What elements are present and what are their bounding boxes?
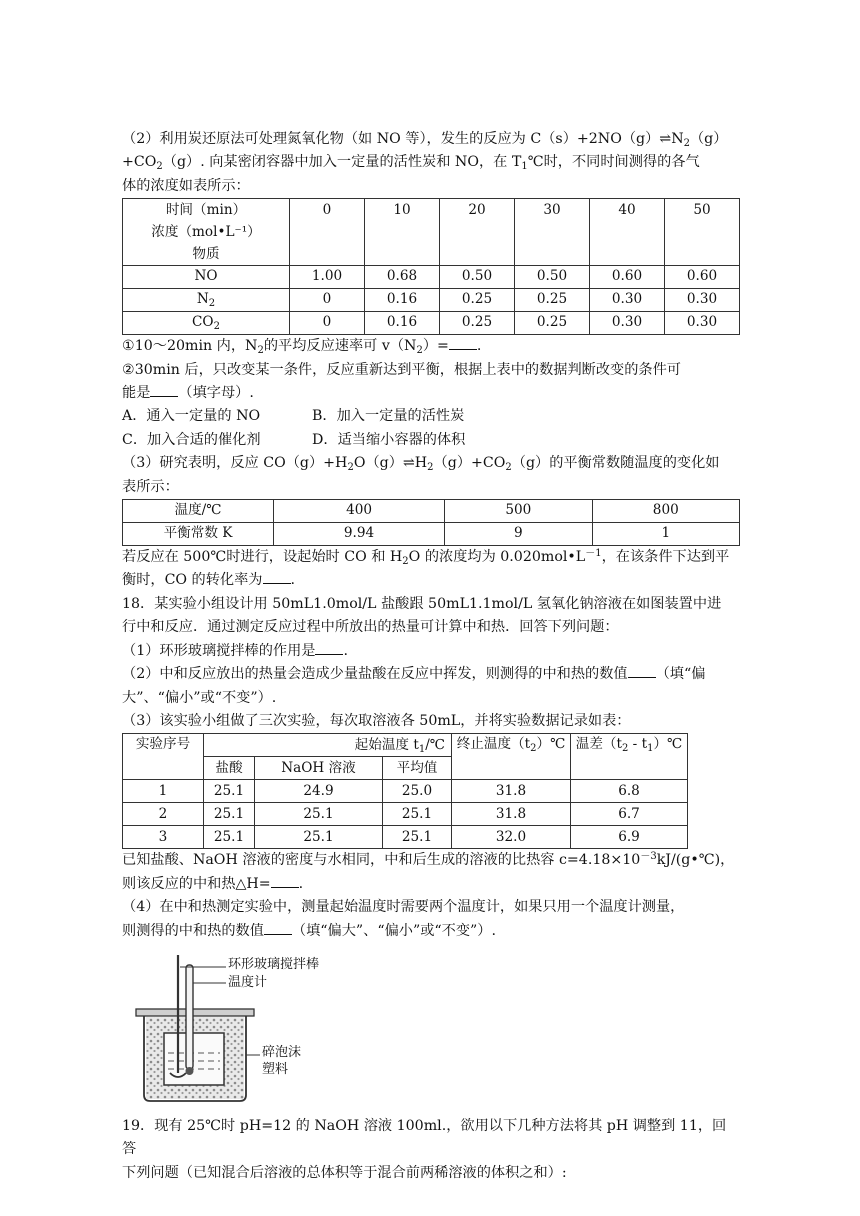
time-header: 40 [590, 199, 665, 266]
calorimeter-figure [128, 955, 428, 1105]
label-stirrer: 环形玻璃搅拌棒 [228, 956, 320, 972]
option-a: A．通入一定量的 NO [122, 408, 261, 425]
q18-after2: 则该反应的中和热△H= . [122, 875, 304, 892]
q17-2-item2: ②30min 后，只改变某一条件，反应重新达到平衡，根据上表中的数据判断改变的条件可 [122, 361, 681, 378]
q18-p3: （3）该实验小组做了三次实验，每次取溶液各 50mL，并将实验数据记录如表： [122, 712, 631, 729]
q18-line1: 18．某实验小组设计用 50mL1.0mol/L 盐酸跟 50mL1.1mol/L 氢氧化钠溶液在如图装置中进 [122, 595, 722, 612]
experiment-table: 实验序号 起始温度 $t_1/℃$ 终止温度$(t_2)℃$ 温差（$t_2$ - $t_1)℃$ 盐酸 NaOH 溶液 平均值 1 25.1 24.9 25.0 31.8 6.8 2 25.1 25.1 25.1 31.8 6.7 3 25.1 25.1 25.1 32.0 6.9 [122, 733, 688, 849]
label-foam-1: 碎泡沫 [262, 1044, 302, 1060]
table-row: $CO_2$ 0 0.16 0.25 0.25 0.30 0.30 [123, 312, 740, 335]
time-header: 20 [440, 199, 515, 266]
q18-p4b: 则测得的中和热的数值 （填“偏大”、“偏小”或“不变”）. [122, 922, 496, 939]
q19-line1: 19．现有 25℃时 pH=12 的 NaOH 溶液 100ml.，欲用以下几种方法将其 pH 调整到 11，回答 [122, 1117, 727, 1158]
label-foam-2: 塑料 [262, 1061, 289, 1077]
equilibrium-table [122, 499, 740, 546]
q17-3-line3: 若反应在 500℃时进行，设起始时 CO 和 $H_2O$ 的浓度均为 $0.020mol•L^{-1}$，在该条件下达到平 [122, 548, 730, 568]
table-row: 温度/℃ 400 500 800 [123, 500, 740, 523]
q18-line2: 行中和反应．通过测定反应过程中所放出的热量可计算中和热．回答下列问题： [122, 619, 619, 636]
answer-blank [449, 349, 477, 350]
concentration-table [122, 198, 740, 335]
q18-p4: （4）在中和热测定实验中，测量起始温度时需要两个温度计，如果只用一个温度计测量， [122, 899, 685, 916]
table-row: NO 1.00 0.68 0.50 0.50 0.60 0.60 [123, 266, 740, 289]
q17-3-line2: 表所示： [122, 478, 179, 495]
label-thermometer: 温度计 [228, 974, 268, 990]
answer-blank [628, 677, 656, 678]
table-corner-header: 时间（min） 浓度（mol•L⁻¹） 物质 [123, 199, 290, 266]
answer-blank [150, 396, 178, 397]
table-row: 3 25.1 25.1 25.1 32.0 6.9 [123, 826, 688, 849]
time-header: 50 [665, 199, 740, 266]
q17-2-line3: 体的浓度如表所示： [122, 177, 250, 194]
q19-line2: 下列问题（已知混合后溶液的总体积等于混合前两稀溶液的体积之和）: [122, 1164, 567, 1181]
table-row: $N_2$ 0 0.16 0.25 0.25 0.30 0.30 [123, 289, 740, 312]
q18-p2: （2）中和反应放出的热量会造成少量盐酸在反应中挥发，则测得的中和热的数值 （填“偏 [122, 666, 706, 683]
options-row-1 [122, 405, 740, 428]
q17-2-line2: $+CO_2(g)$. 向某密闭容器中加入一定量的活性炭和 NO，在 $T_1℃$时，不同时间测得的各气 [122, 154, 700, 173]
options-row-2 [122, 429, 740, 452]
q18-p2b: 大”、“偏小”或“不变”）. [122, 689, 277, 706]
q17-3-line4: 衡时，CO 的转化率为 . [122, 572, 296, 589]
time-header: 30 [515, 199, 590, 266]
answer-blank [315, 654, 343, 655]
answer-blank [271, 887, 299, 888]
q18-p1: （1）环形玻璃搅拌棒的作用是 . [122, 642, 348, 659]
q17-2-item1: ①10～20min 内，$N_2$的平均反应速率可 $v(N_2)=$ . [122, 338, 482, 357]
answer-blank [264, 934, 292, 935]
table-row: 平衡常数 K 9.94 9 1 [123, 523, 740, 546]
q17-2-item2b: 能是 （填字母）. [122, 385, 254, 402]
q17-2-line1: （2）利用炭还原法可处理氮氧化物（如 NO 等），发生的反应为 $C(s)+2NO(g)\rightleftharpoons N_2(g)$ [122, 131, 728, 149]
q18-after1: 已知盐酸、NaOH 溶液的密度与水相同，中和后生成的溶液的比热容 $c=4.18\times 10^{-3}kJ/(g•℃)$， [122, 851, 735, 869]
answer-blank [263, 583, 291, 584]
time-header: 10 [365, 199, 440, 266]
q17-3-line1: （3）研究表明，反应 $CO(g)+H_2O(g)\rightleftharpoons H_2(g)+CO_2(g)$的平衡常数随温度的变化如 [122, 455, 720, 474]
option-c: C．加入合适的催化剂 [122, 431, 261, 448]
time-header: 0 [290, 199, 365, 266]
table-row: 2 25.1 25.1 25.1 31.8 6.7 [123, 803, 688, 826]
exam-page [122, 128, 740, 1185]
option-b: B．加入一定量的活性炭 [312, 408, 465, 425]
calorimeter-diagram [128, 955, 428, 1105]
option-d: D．适当缩小容器的体积 [312, 431, 466, 448]
table-row: 1 25.1 24.9 25.0 31.8 6.8 [123, 780, 688, 803]
